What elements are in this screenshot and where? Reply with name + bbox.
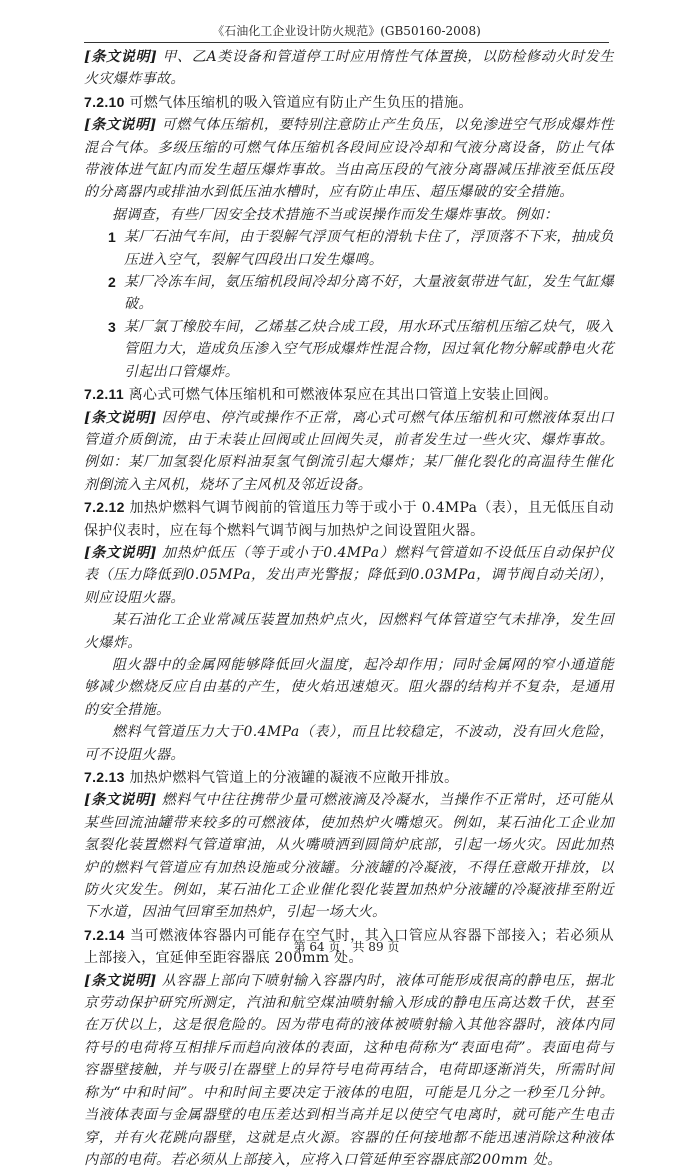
- list-item: [84, 271, 614, 316]
- explanation-text: 从容器上部向下喷射输入容器内时，液体可能形成很高的静电压，据北京劳动保护研究所测定，汽油和航空煤油喷射输入形成的静电压高达数千伏，甚至在万伏以上，这是很危险的。因为带电荷的液体被喷射输入其他容器时，液体内同符号的电荷将互相排斥而趋向液体的表面，这种电荷称为“表面电荷”。表面电荷与容器壁接触，并与吸引在器壁上的异符号电荷再结合，电荷即逐渐消失，所需时间称为“中和时间”。中和时间主要决定于液体的电阻，可能是几分之一秒至几分钟。当液体表面与金属器壁的电压差达到相当高并足以使空气电离时，就可能产生电击穿，并有火花跳向器壁，这就是点火源。容器的任何接地都不能迅速消除这种液体内部的电荷。若必须从上部接入，应将入口管延伸至容器底部200mm 处。: [84, 972, 614, 1168]
- clause-number: 7.2.10: [84, 93, 125, 110]
- list-item-text: 某厂冷冻车间，氨压缩机段间冷却分离不好，大量液氨带进气缸，发生气缸爆破。: [124, 274, 614, 313]
- clause-number: 7.2.12: [84, 499, 125, 516]
- clause-text: 当可燃液体容器内可能存在空气时，其入口管应从容器下部接入；若必须从上部接入，宜延伸至距容器底 200mm 处。: [84, 927, 614, 967]
- list-item-number: 1: [108, 229, 117, 246]
- explanation-label: [条文说明]: [84, 49, 158, 65]
- list-item-number: 2: [108, 274, 117, 291]
- explanation-label: [条文说明]: [84, 409, 157, 426]
- explanation-text: 燃料气中往往携带少量可燃液滴及冷凝水，当操作不正常时，还可能从某些回流油罐带来较多的可燃液体，使加热炉火嘴熄灭。例如，某石油化工企业加氢裂化装置燃料气管道窜油，从火嘴喷洒到圆筒炉底部，引起一场火灾。因此加热炉的燃料气管道应有加热设施或分液罐。分液罐的冷凝液，不得任意敞开排放，以防火灾发生。例如，某石油化工企业催化裂化装置加热炉分液罐的冷凝液排至附近下水道，因油气回窜至加热炉，引起一场大火。: [84, 792, 614, 921]
- clause-number: 7.2.14: [84, 926, 125, 943]
- explanation-text: 因停电、停汽或操作不正常，离心式可燃气体压缩机和可燃液体泵出口管道介质倒流，由于未装止回阀或止回阀失灵，前者发生过一些火灾、爆炸事故。例如：某厂加氢裂化原料油泵氢气倒流引起大爆炸；某厂催化裂化的高温待生催化剂倒流入主风机，烧坏了主风机及邻近设备。: [84, 409, 614, 493]
- list-item-text: 某厂石油气车间，由于裂解气浮顶气柜的滑轨卡住了，浮顶落不下来，抽成负压进入空气，裂解气四段出口发生爆鸣。: [124, 229, 614, 268]
- clause-text: 加热炉燃料气调节阀前的管道压力等于或小于 0.4MPa（表），且无低压自动保护仪表时，应在每个燃料气调节阀与加热炉之间设置阻火器。: [84, 500, 614, 539]
- list-item: [84, 316, 614, 383]
- clause-text: 离心式可燃气体压缩机和可燃液体泵应在其出口管道上安装止回阀。: [128, 387, 558, 404]
- list-item-number: 3: [108, 318, 117, 335]
- explanation-text: 加热炉低压（等于或小于0.4MPa）燃料气管道如不设低压自动保护仪表（压力降低到0.05MPa，发出声光警报；降低到0.03MPa，调节阀自动关闭），则应设阻火器。: [84, 544, 614, 606]
- explanation-label: [条文说明]: [84, 544, 157, 561]
- page-footer: 第 64 页 共 89 页: [293, 940, 400, 954]
- explanation-paragraph: 阻火器中的金属网能够降低回火温度，起冷却作用；同时金属网的窄小通道能够减少燃烧反应自由基的产生，使火焰迅速熄灭。阻火器的结构并不复杂，是通用的安全措施。: [84, 656, 614, 718]
- clause-number: 7.2.13: [84, 769, 125, 785]
- page-header: 《石油化工企业设计防火规范》(GB50160-2008): [212, 24, 481, 38]
- explanation-paragraph: 据调查，有些厂因安全技术措施不当或误操作而发生爆炸事故。例如：: [112, 206, 559, 223]
- explanation-text: 甲、乙A类设备和管道停工时应用惰性气体置换，以防检修动火时发生火灾爆炸事故。: [84, 49, 614, 88]
- clause-number: 7.2.11: [84, 386, 124, 403]
- explanation-7-2-12: [84, 542, 614, 609]
- clause-text: 可燃气体压缩机的吸入管道应有防止产生负压的措施。: [129, 94, 473, 111]
- explanation-label: [条文说明]: [84, 792, 157, 809]
- explanation-7-2-13: [84, 789, 614, 923]
- list-item: [84, 226, 614, 271]
- list-item-text: 某厂氯丁橡胶车间，乙烯基乙炔合成工段，用水环式压缩机压缩乙炔气，吸入管阻力大，造成负压渗入空气形成爆炸性混合物，因过氧化物分解或静电火花引起出口管爆炸。: [124, 318, 614, 380]
- explanation-7-2-14: [84, 970, 614, 1171]
- clause-7-2-10: [84, 91, 614, 114]
- explanation-text: 可燃气体压缩机，要特别注意防止产生负压，以免渗进空气形成爆炸性混合气体。多级压缩的可燃气体压缩机各段间应设冷却和气液分离设备，防止气体带液体进气缸内而发生超压爆炸事故。当由高压段的气液分离器减压排液至低压段的分离器内或排油水到低压油水槽时，应有防止串压、超压爆破的安全措施。: [84, 117, 614, 201]
- explanation-paragraph: 某石油化工企业常减压装置加热炉点火，因燃料气体管道空气未排净，发生回火爆炸。: [84, 612, 614, 651]
- page-content: [84, 46, 614, 1171]
- header-rule: [84, 42, 609, 43]
- clause-7-2-11: [84, 383, 614, 406]
- clause-7-2-13: [84, 766, 614, 789]
- explanation-paragraph: 燃料气管道压力大于0.4MPa（表），而且比较稳定，不波动，没有回火危险，可不设阻火器。: [84, 724, 614, 763]
- explanation-7-2-9: [84, 46, 614, 91]
- clause-7-2-12: [84, 496, 614, 542]
- explanation-label: [条文说明]: [84, 972, 157, 989]
- explanation-7-2-11: [84, 407, 614, 497]
- explanation-7-2-10: [84, 114, 614, 204]
- explanation-label: [条文说明]: [84, 117, 157, 134]
- clause-text: 加热炉燃料气管道上的分液罐的凝液不应敞开排放。: [129, 770, 459, 786]
